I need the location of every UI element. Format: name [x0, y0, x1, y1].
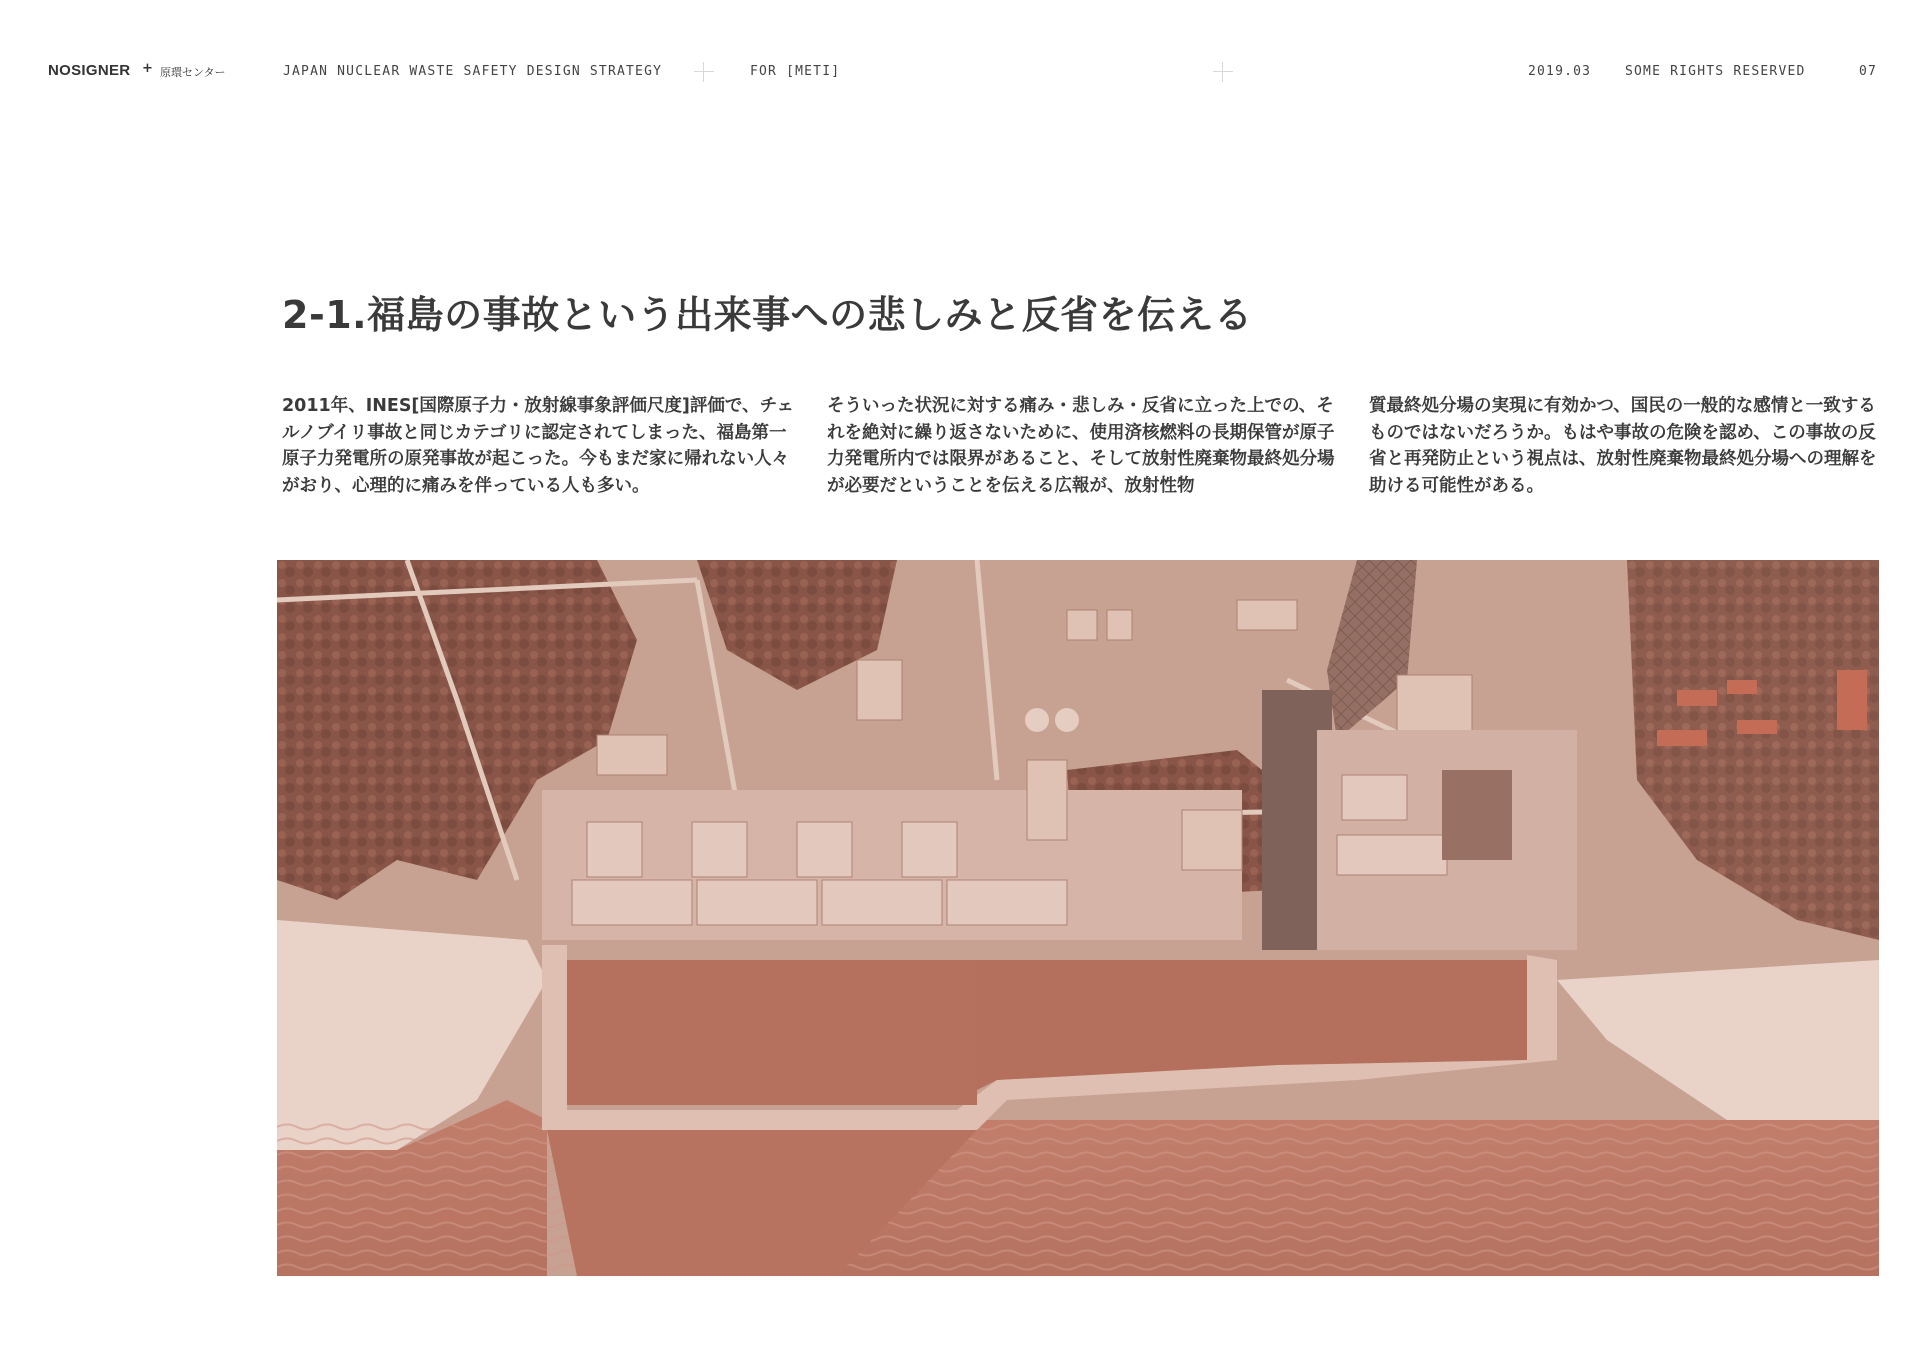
body-paragraph-3: 質最終処分場の実現に有効かつ、国民の一般的な感情と一致するものではないだろうか。もはや事故の危険を認め、この事故の反省と再発防止という視点は、放射性廃棄物最終処分場への理解を助ける可能性がある。 [1369, 396, 1877, 496]
body-paragraph-2: そういった状況に対する痛み・悲しみ・反省に立った上での、それを絶対に繰り返さないために、使用済核燃料の長期保管が原子力発電所内では限界があること、そして放射性廃棄物最終処分場が必要だということを伝える広報が、放射性物 [827, 396, 1335, 496]
page-number: 07 [1859, 64, 1878, 79]
crosshair-mark-icon [694, 62, 714, 82]
section-title: 2-1.福島の事故という出来事への悲しみと反省を伝える [282, 293, 1253, 337]
project-title: JAPAN NUCLEAR WASTE SAFETY DESIGN STRATEGY [283, 64, 663, 79]
brand-logo: NOSIGNER [48, 62, 131, 79]
plus-separator: + [142, 61, 153, 76]
aerial-photo [277, 560, 1879, 1276]
body-paragraph-1: 2011年、INES[国際原子力・放射線事象評価尺度]評価で、チェルノブイリ事故と同じカテゴリに認定されてしまった、福島第一原子力発電所の原発事故が起こった。今もまだ家に帰れない人々がおり、心理的に痛みを伴っている人も多い。 [282, 396, 795, 496]
crosshair-mark-icon [1213, 62, 1233, 82]
client-label: FOR [METI] [750, 64, 841, 79]
date-label: 2019.03 [1528, 64, 1592, 79]
page-header [0, 0, 1920, 145]
partner-name: 原環センター [160, 66, 226, 79]
rights-label: SOME RIGHTS RESERVED [1625, 64, 1806, 79]
